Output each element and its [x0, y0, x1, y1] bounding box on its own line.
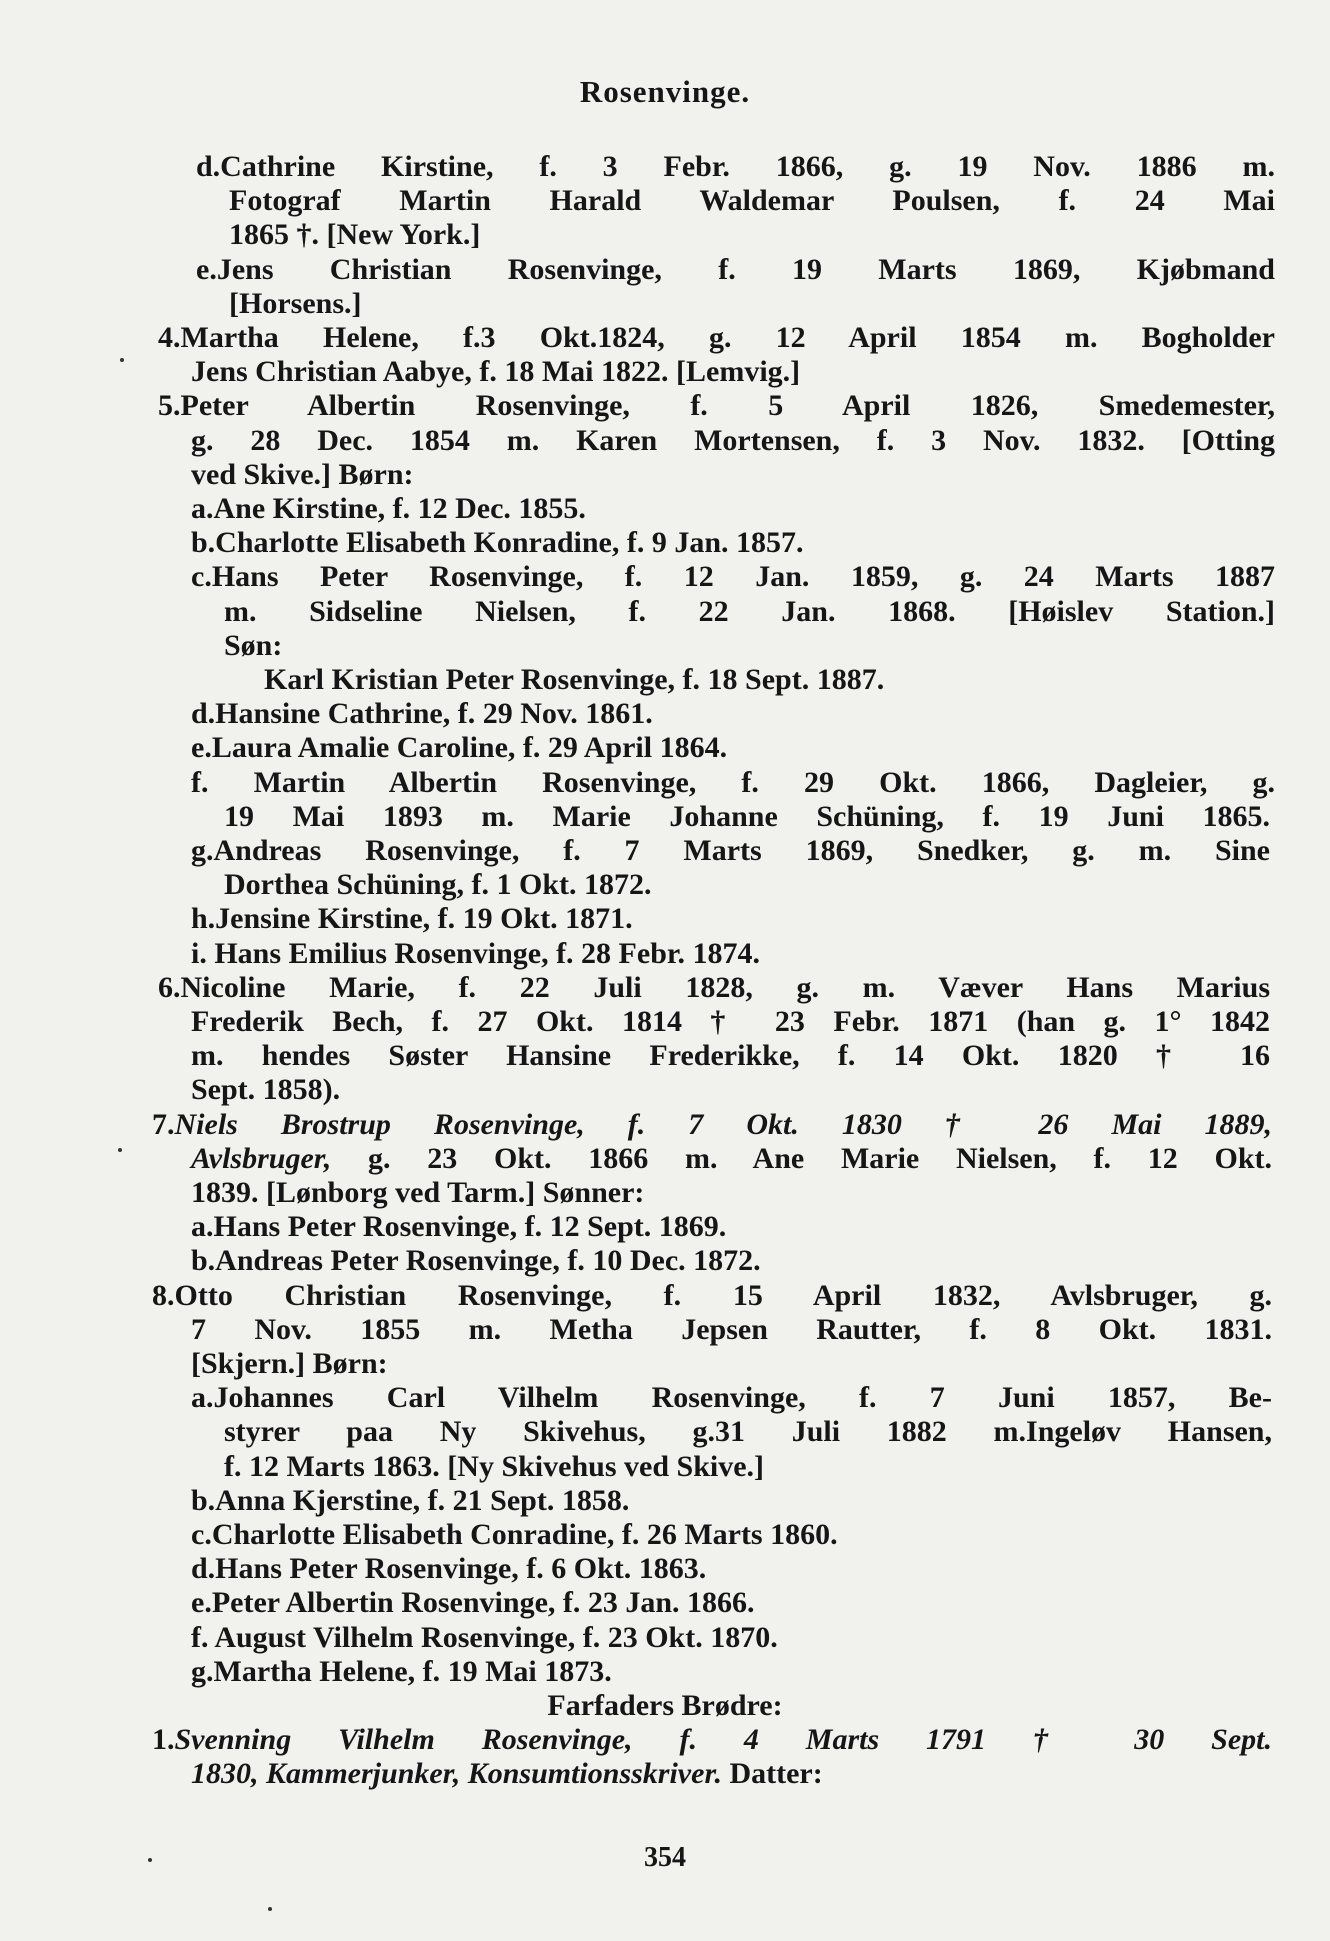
text-line — [152, 1279, 1272, 1313]
line-text: d.Cathrine Kirstine, f. 3 Febr. 1866, g. 19 Nov. 1886 m. — [196, 150, 1275, 183]
page-number: 354 — [644, 1842, 686, 1873]
line-text: Frederik Bech, f. 27 Okt. 1814 † 23 Febr. 1871 (han g. 1° 1842 — [191, 1005, 1270, 1038]
line-text: e.Laura Amalie Caroline, f. 29 April 1864. — [191, 731, 728, 764]
text-line — [224, 868, 652, 902]
line-text: 1839. [Lønborg ved Tarm.] Sønner: — [191, 1176, 645, 1209]
text-line — [191, 1757, 823, 1791]
line-text: 4.Martha Helene, f.3 Okt.1824, g. 12 April 1854 m. Bogholder — [158, 321, 1275, 354]
text-line — [191, 1176, 644, 1210]
line-text: g. 28 Dec. 1854 m. Karen Mortensen, f. 3 Nov. 1832. [Otting — [191, 424, 1275, 457]
line-text: 19 Mai 1893 m. Marie Johanne Schüning, f. 19 Juni 1865. — [224, 800, 1270, 833]
ink-speck — [120, 358, 124, 362]
line-text: Fotograf Martin Harald Waldemar Poulsen, f. 24 Mai — [229, 184, 1275, 217]
text-line — [229, 287, 361, 321]
line-text: e.Peter Albertin Rosenvinge, f. 23 Jan. 1866. — [191, 1586, 755, 1619]
text-line — [191, 697, 653, 731]
text-line — [191, 1347, 388, 1381]
text-line — [191, 937, 760, 971]
text-line — [191, 1039, 1270, 1073]
text-line — [229, 184, 1275, 218]
line-text: b.Andreas Peter Rosenvinge, f. 10 Dec. 1872. — [191, 1244, 761, 1277]
line-text: g. 23 Okt. 1866 m. Ane Marie Nielsen, f. 12 Okt. — [331, 1142, 1272, 1175]
text-line — [191, 902, 633, 936]
line-text: b.Charlotte Elisabeth Konradine, f. 9 Jan. 1857. — [191, 526, 804, 559]
line-text: 7 Nov. 1855 m. Metha Jepsen Rautter, f. 8 Okt. 1831. — [191, 1313, 1272, 1346]
text-line — [152, 1723, 1272, 1757]
line-text: 8.Otto Christian Rosenvinge, f. 15 April 1832, Avlsbruger, g. — [152, 1279, 1272, 1312]
line-text: Dorthea Schüning, f. 1 Okt. 1872. — [224, 868, 652, 901]
line-text: g.Martha Helene, f. 19 Mai 1873. — [191, 1655, 612, 1688]
text-line — [191, 1142, 1272, 1176]
text-line — [191, 1586, 755, 1620]
text-line — [224, 1415, 1272, 1449]
text-line — [191, 1484, 629, 1518]
text-line — [191, 1313, 1272, 1347]
ink-speck — [148, 1858, 152, 1862]
text-line — [158, 321, 1275, 355]
text-line — [0, 1689, 1330, 1723]
line-text: f. August Vilhelm Rosenvinge, f. 23 Okt. 1870. — [191, 1621, 778, 1654]
text-line — [191, 1210, 726, 1244]
text-line — [191, 1073, 340, 1107]
line-text: [Horsens.] — [229, 287, 362, 320]
text-line — [191, 731, 727, 765]
line-text: a.Hans Peter Rosenvinge, f. 12 Sept. 1869. — [191, 1210, 727, 1243]
text-line — [191, 424, 1275, 458]
line-text: d.Hansine Cathrine, f. 29 Nov. 1861. — [191, 697, 653, 730]
text-line — [191, 560, 1275, 594]
line-text: m. hendes Søster Hansine Frederikke, f. 14 Okt. 1820 † 16 — [191, 1039, 1270, 1072]
text-line — [264, 663, 884, 697]
line-text: g.Andreas Rosenvinge, f. 7 Marts 1869, Snedker, g. m. Sine — [191, 834, 1270, 867]
text-line — [191, 834, 1270, 868]
text-line — [191, 1381, 1272, 1415]
text-line — [191, 355, 800, 389]
text-line — [191, 1621, 778, 1655]
line-text: 1. — [152, 1723, 175, 1756]
text-line — [224, 595, 1275, 629]
line-text: h.Jensine Kirstine, f. 19 Okt. 1871. — [191, 902, 633, 935]
line-text: 7. — [152, 1108, 175, 1141]
italic-text: Avlsbruger, — [191, 1142, 332, 1175]
line-text: 5.Peter Albertin Rosenvinge, f. 5 April 1826, Smedemester, — [158, 389, 1275, 422]
line-text: b.Anna Kjerstine, f. 21 Sept. 1858. — [191, 1484, 630, 1517]
line-text: Jens Christian Aabye, f. 18 Mai 1822. [Lemvig.] — [191, 355, 801, 388]
text-line — [191, 1005, 1270, 1039]
text-line — [224, 1450, 764, 1484]
ink-speck — [268, 1907, 272, 1911]
text-line — [229, 218, 480, 252]
line-text: Farfaders Brødre: — [547, 1689, 783, 1722]
text-line — [224, 629, 282, 663]
line-text: 1865 †. [New York.] — [229, 218, 481, 251]
text-line — [196, 253, 1275, 287]
text-line — [191, 526, 804, 560]
italic-text: Svenning Vilhelm Rosenvinge, f. 4 Marts 1791 † 30 Sept. — [174, 1723, 1272, 1756]
line-text: m. Sidseline Nielsen, f. 22 Jan. 1868. [Høislev Station.] — [224, 595, 1275, 628]
line-text: ved Skive.] Børn: — [191, 458, 414, 491]
ink-speck — [118, 1148, 122, 1152]
line-text: Sept. 1858). — [191, 1073, 341, 1106]
italic-text: Niels Brostrup Rosenvinge, f. 7 Okt. 1830 † 26 Mai 1889, — [174, 1108, 1272, 1141]
line-text: d.Hans Peter Rosenvinge, f. 6 Okt. 1863. — [191, 1552, 707, 1585]
line-text: Søn: — [224, 629, 283, 662]
line-text: [Skjern.] Børn: — [191, 1347, 388, 1380]
text-line — [191, 1244, 761, 1278]
line-text: styrer paa Ny Skivehus, g.31 Juli 1882 m.Ingeløv Hansen, — [224, 1415, 1272, 1448]
text-line — [158, 971, 1270, 1005]
text-line — [224, 800, 1270, 834]
text-line — [152, 1108, 1272, 1142]
line-text: f. 12 Marts 1863. [Ny Skivehus ved Skive.] — [224, 1450, 765, 1483]
line-text: c.Charlotte Elisabeth Conradine, f. 26 Marts 1860. — [191, 1518, 838, 1551]
line-text: f. Martin Albertin Rosenvinge, f. 29 Okt. 1866, Dagleier, g. — [191, 766, 1275, 799]
italic-text: 1830, Kammerjunker, Konsumtionsskriver. — [191, 1757, 722, 1790]
line-text: Karl Kristian Peter Rosenvinge, f. 18 Sept. 1887. — [264, 663, 885, 696]
text-line — [191, 1518, 838, 1552]
line-text: 6.Nicoline Marie, f. 22 Juli 1828, g. m. Væver Hans Marius — [158, 971, 1270, 1004]
text-line — [191, 1552, 706, 1586]
text-line — [158, 389, 1275, 423]
line-text: e.Jens Christian Rosenvinge, f. 19 Marts 1869, Kjøbmand — [196, 253, 1275, 286]
line-text: Datter: — [721, 1757, 823, 1790]
page-title: Rosenvinge. — [579, 74, 751, 109]
line-text: c.Hans Peter Rosenvinge, f. 12 Jan. 1859, g. 24 Marts 1887 — [191, 560, 1275, 593]
line-text: a.Johannes Carl Vilhelm Rosenvinge, f. 7 Juni 1857, Be- — [191, 1381, 1272, 1414]
line-text: a.Ane Kirstine, f. 12 Dec. 1855. — [191, 492, 586, 525]
text-line — [191, 458, 414, 492]
line-text: i. Hans Emilius Rosenvinge, f. 28 Febr. 1874. — [191, 937, 760, 970]
text-line — [191, 766, 1275, 800]
text-line — [196, 150, 1275, 184]
text-line — [191, 492, 586, 526]
text-line — [191, 1655, 612, 1689]
